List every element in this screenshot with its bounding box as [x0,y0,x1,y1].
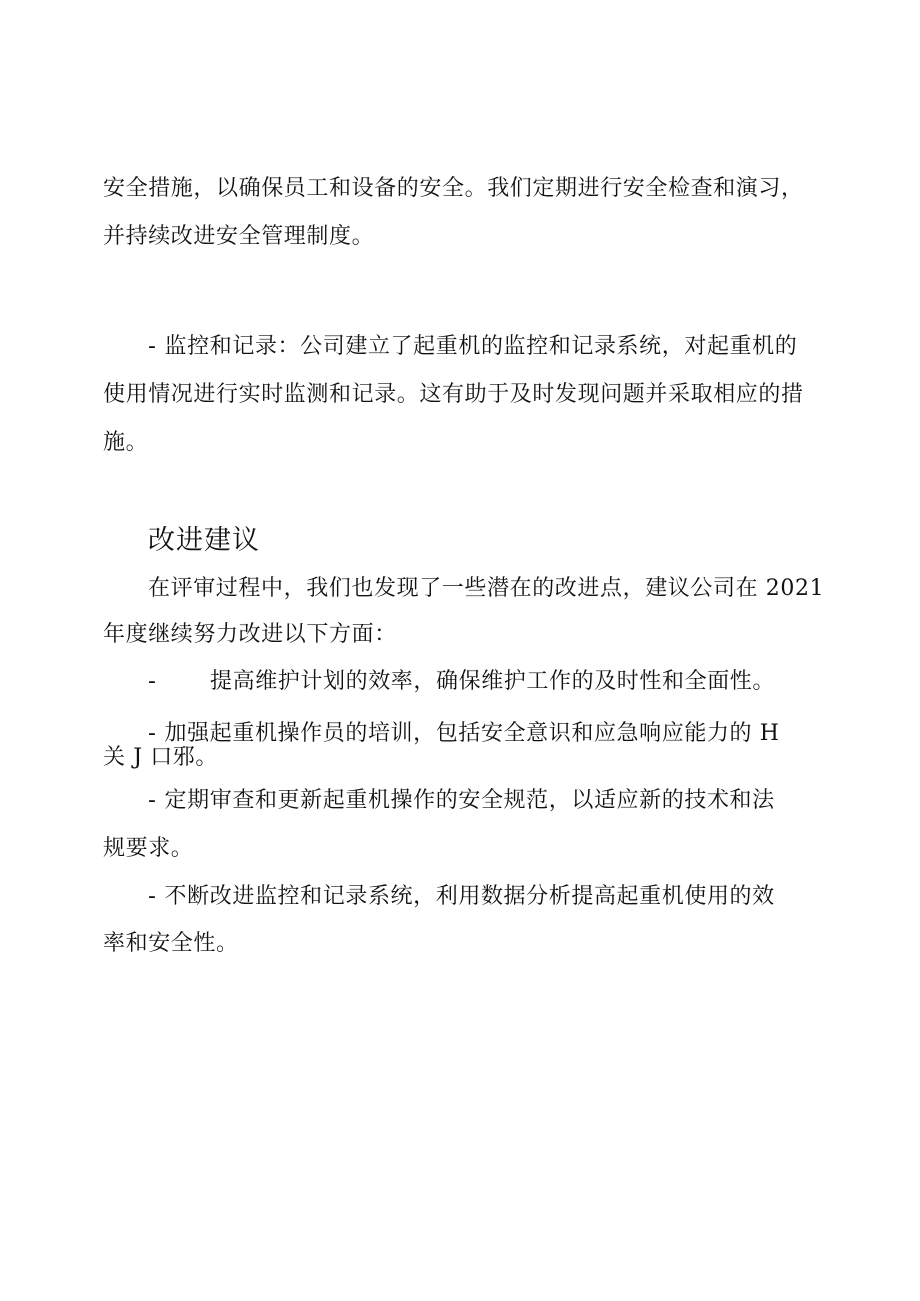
item-1-text: 提高维护计划的效率，确保维护工作的及时性和全面性。 [210,669,776,694]
improvement-item-4 [148,882,775,912]
improvement-heading: 改进建议 [148,525,260,556]
item-3-text-2: 规要求。 [103,836,194,861]
item-1-dash: - [148,669,157,694]
improvement-item-2 [148,719,780,749]
monitoring-line-3: 施。 [103,430,149,455]
improvement-item-3 [148,786,775,816]
monitoring-dash: - [148,334,157,359]
improvement-intro-line-1: 在评审过程中，我们也发现了一些潜在的改进点，建议公司在 2021 [148,576,825,601]
item-4-text-2: 率和安全性。 [103,931,239,956]
safety-line-2: 并持续改进安全管理制度。 [103,224,375,249]
improvement-item-1 [148,667,775,697]
item-4-text-1: 不断改进监控和记录系统，利用数据分析提高起重机使用的效 [164,884,775,909]
monitoring-line-1 [148,332,797,362]
item-3-dash: - [148,788,157,813]
item-2-text-2: 关 J 口邪。 [103,745,219,770]
item-4-dash: - [148,884,157,909]
safety-line-1: 安全措施，以确保员工和设备的安全。我们定期进行安全检查和演习， [103,176,804,201]
item-2-text-1: 加强起重机操作员的培训，包括安全意识和应急响应能力的 H [164,721,780,746]
improvement-intro-line-2: 年度继续努力改进以下方面： [103,622,397,647]
monitoring-line-2: 使用情况进行实时监测和记录。这有助于及时发现问题并采取相应的措 [103,382,804,407]
item-2-dash: - [148,721,157,746]
monitoring-text-1: 监控和记录：公司建立了起重机的监控和记录系统，对起重机的 [164,334,798,359]
item-3-text-1: 定期审查和更新起重机操作的安全规范，以适应新的技术和法 [164,788,775,813]
